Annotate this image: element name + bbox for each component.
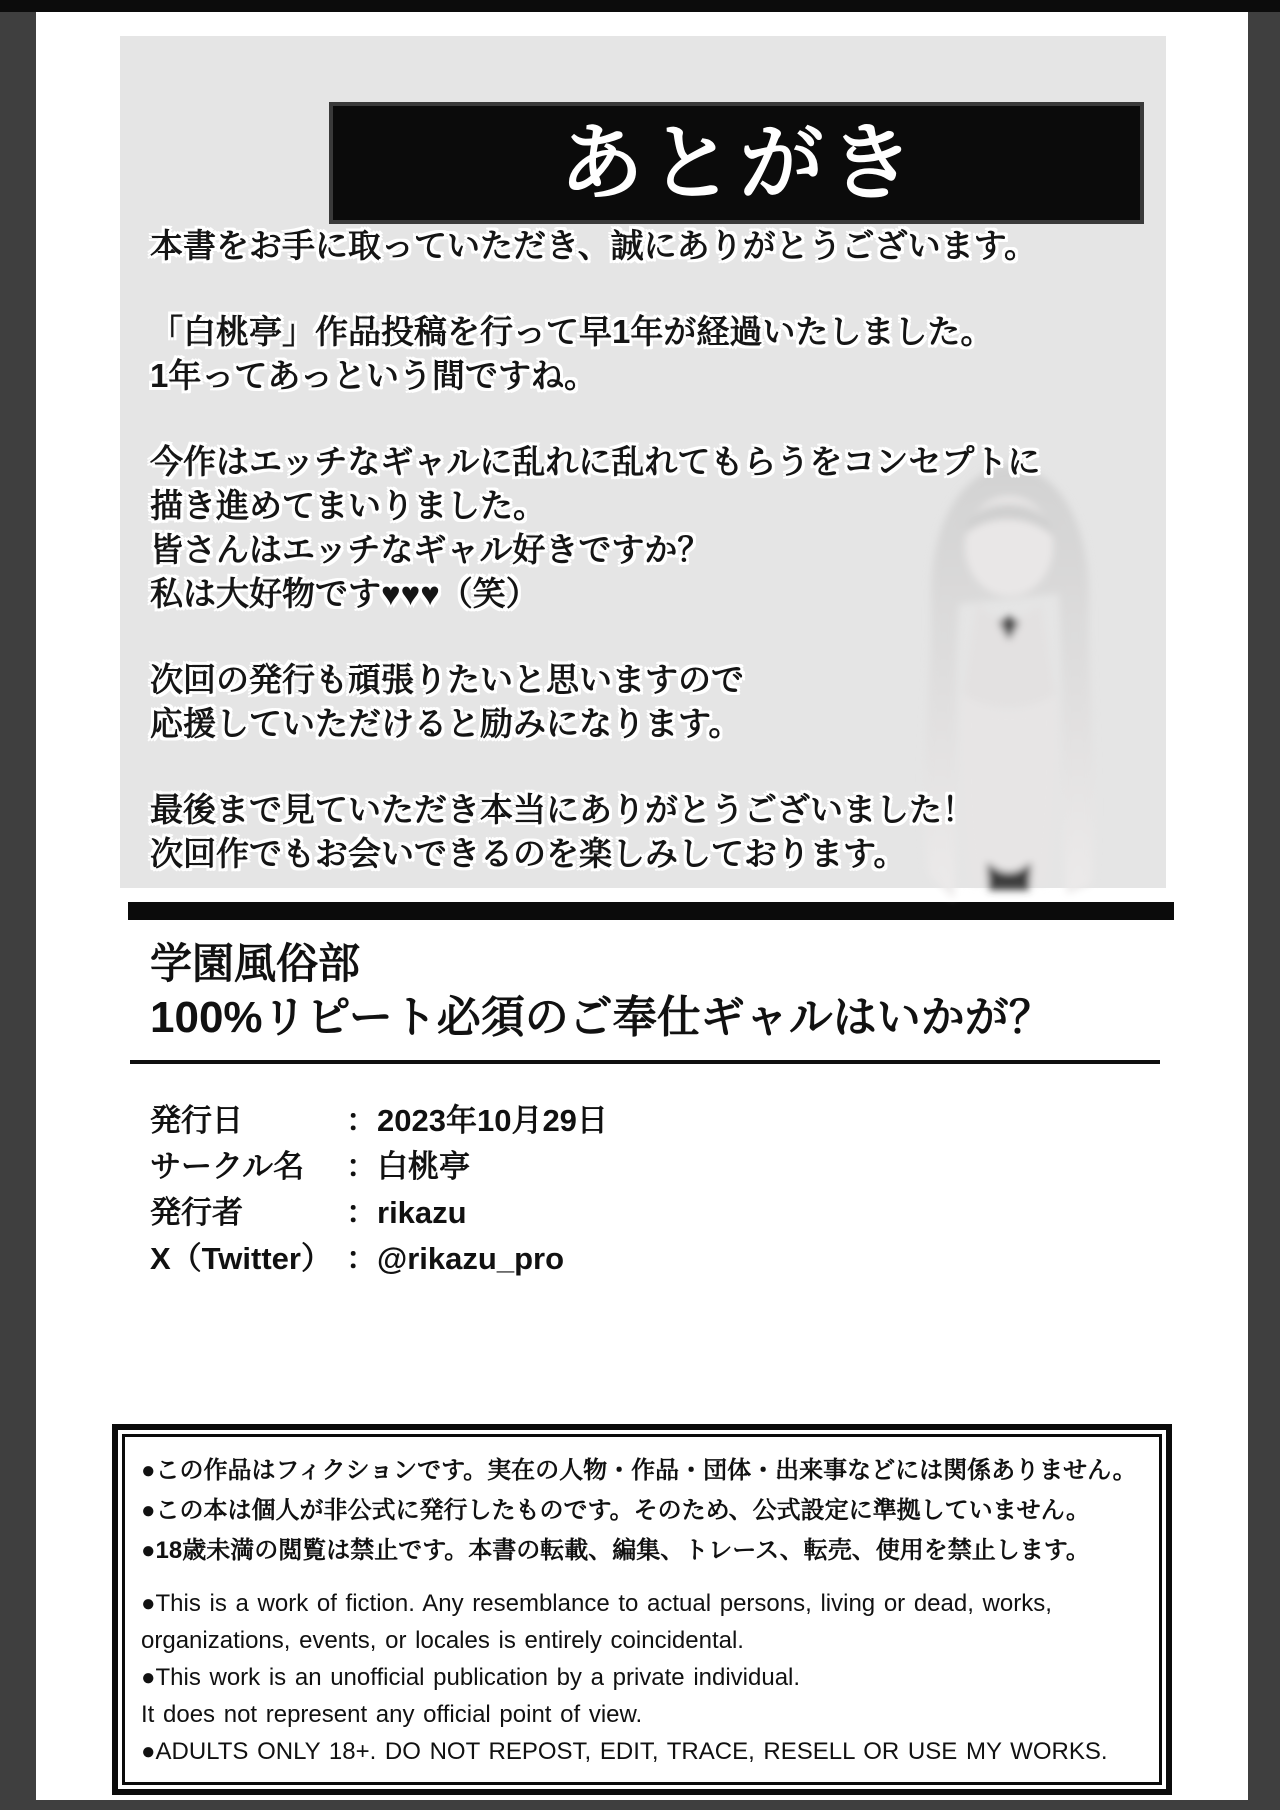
publication-row — [150, 1144, 1050, 1190]
publication-value: ：2023年10月29日 — [346, 1103, 608, 1138]
afterword-line: 次回の発行も頑張りたいと思いますので — [150, 661, 744, 698]
disclaimer-gap — [141, 1571, 1145, 1585]
publication-label: サークル名 — [150, 1149, 305, 1184]
afterword-line: 次回作でもお会いできるのを楽しみしております。 — [150, 835, 907, 872]
publication-value: ：白桃亭 — [346, 1149, 470, 1184]
afterword-line: 描き進めてまいりました。 — [150, 487, 546, 524]
disclaimer-jp-line: ●この作品はフィクションです。実在の人物・作品・団体・出来事などには関係ありません。 — [141, 1457, 1137, 1484]
afterword-body — [150, 224, 1110, 918]
disclaimer-en-line: ●This is a work of fiction. Any resemblance to actual persons, living or dead, works, — [141, 1590, 1052, 1617]
disclaimer-jp-line: ●この本は個人が非公式に発行したものです。そのため、公式設定に準拠していません。 — [141, 1497, 1091, 1524]
book-title — [150, 938, 1190, 1046]
disclaimer-en-line: organizations, events, or locales is entirely coincidental. — [141, 1627, 744, 1654]
book-title-line2: 100%リピート必須のご奉仕ギャルはいかが？ — [150, 993, 1053, 1042]
disclaimer-en-line: ●This work is an unofficial publication by a private individual. — [141, 1664, 801, 1691]
publication-label: X（Twitter） — [150, 1241, 332, 1276]
publication-info — [150, 1098, 1050, 1282]
disclaimer-inner — [122, 1434, 1162, 1785]
top-border-bar — [0, 0, 1280, 12]
afterword-line: 1年ってあっという間ですね。 — [150, 357, 598, 394]
title-rule — [130, 1060, 1160, 1064]
afterword-paragraph — [150, 224, 1110, 268]
disclaimer-box — [112, 1424, 1172, 1795]
publication-row — [150, 1098, 1050, 1144]
afterword-line: 皆さんはエッチなギャル好きですか？ — [150, 531, 711, 568]
afterword-paragraph — [150, 658, 1110, 746]
paper-sheet — [36, 12, 1248, 1800]
disclaimer-en-line: It does not represent any official point of view. — [141, 1701, 643, 1728]
publication-value: ：rikazu — [346, 1195, 467, 1230]
publication-value: ：@rikazu_pro — [346, 1241, 564, 1276]
afterword-banner — [329, 102, 1144, 224]
publication-row — [150, 1236, 1050, 1282]
afterword-line: 「白桃亭」作品投稿を行って早1年が経過いたしました。 — [150, 313, 994, 350]
afterword-line: 本書をお手に取っていただき、誠にありがとうございます。 — [150, 227, 1038, 264]
book-title-line1: 学園風俗部 — [150, 940, 361, 987]
afterword-line: 応援していただけると励みになります。 — [150, 705, 742, 742]
afterword-paragraph — [150, 440, 1110, 616]
afterword-line: 最後まで見ていただき本当にありがとうございました！ — [150, 791, 975, 828]
afterword-line: 私は大好物です♥♥♥（笑） — [150, 575, 539, 612]
disclaimer-en-line: ●ADULTS ONLY 18+. DO NOT REPOST, EDIT, TRACE, RESELL OR USE MY WORKS. — [141, 1738, 1108, 1765]
afterword-paragraph — [150, 788, 1110, 876]
afterword-banner-title: あとがき — [559, 116, 920, 210]
afterword-paragraph — [150, 310, 1110, 398]
publication-label: 発行者 — [150, 1195, 243, 1230]
disclaimer-jp-line: ●18歳未満の閲覧は禁止です。本書の転載、編集、トレース、転売、使用を禁止します。 — [141, 1537, 1090, 1564]
publication-row — [150, 1190, 1050, 1236]
afterword-line: 今作はエッチなギャルに乱れに乱れてもらうをコンセプトに — [150, 443, 1041, 480]
publication-label: 発行日 — [150, 1103, 243, 1138]
